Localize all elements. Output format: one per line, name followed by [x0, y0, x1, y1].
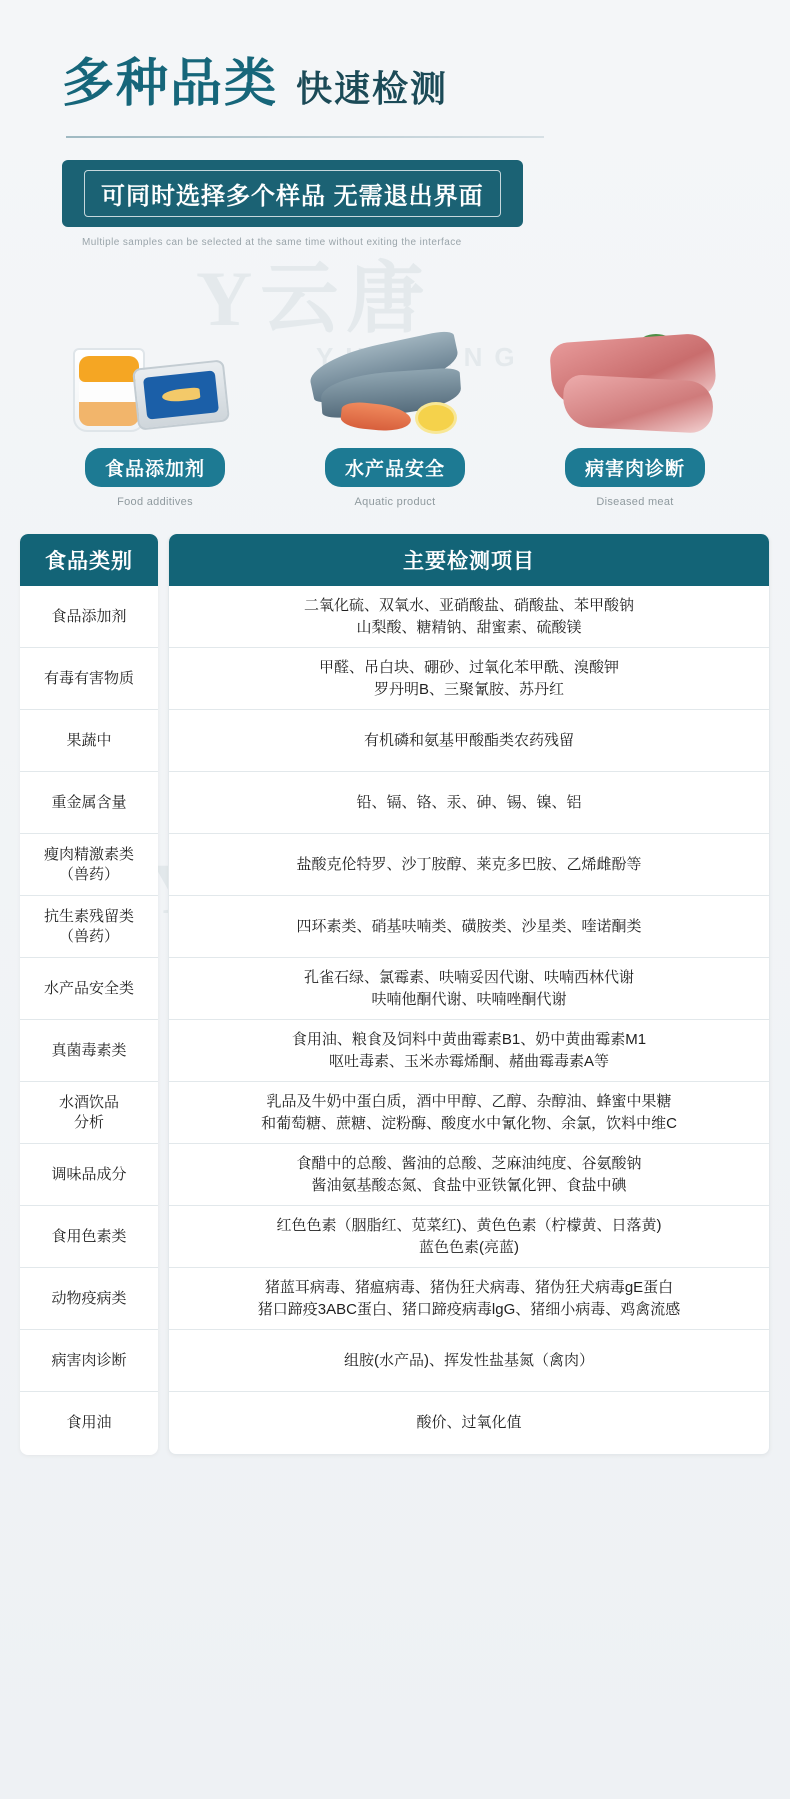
table-items-body	[169, 586, 769, 1454]
page-header	[0, 0, 790, 138]
watermark-brand-cn: 云唐	[260, 254, 433, 342]
category-card-label-en: Aquatic product	[354, 496, 436, 508]
table-row-items: 有机磷和氨基甲酸酯类农药残留	[169, 710, 769, 772]
table-row-items: 组胺(水产品)、挥发性盐基氮（禽肉）	[169, 1330, 769, 1392]
feature-banner-text: 可同时选择多个样品 无需退出界面	[84, 170, 501, 217]
table-row-items: 红色色素（胭脂红、苋菜红)、黄色色素（柠檬黄、日落黄) 蓝色色素(亮蓝)	[169, 1206, 769, 1268]
aquatic-image	[286, 286, 504, 436]
category-card-aquatic[interactable]	[286, 286, 504, 508]
table-row-items: 甲醛、吊白块、硼砂、过氧化苯甲酰、溴酸钾 罗丹明B、三聚氰胺、苏丹红	[169, 648, 769, 710]
table-row-items: 食用油、粮食及饲料中黄曲霉素B1、奶中黄曲霉素M1 呕吐毒素、玉米赤霉烯酮、赭曲霉毒素A等	[169, 1020, 769, 1082]
table-row-category: 有毒有害物质	[20, 648, 158, 710]
table-row-items: 食醋中的总酸、酱油的总酸、芝麻油纯度、谷氨酸钠 酱油氨基酸态氮、食盐中亚铁氰化钾、食盐中碘	[169, 1144, 769, 1206]
food-additives-image	[46, 286, 264, 436]
page-subtitle: 快速检测	[296, 68, 449, 109]
watermark-logo-mark: Y	[196, 255, 261, 342]
table-row-category: 动物疫病类	[20, 1268, 158, 1330]
table-category-column	[20, 534, 158, 1455]
yogurt-can-icon	[55, 296, 255, 436]
category-card-food-additives[interactable]	[46, 286, 264, 508]
table-row-items: 孔雀石绿、氯霉素、呋喃妥因代谢、呋喃西林代谢 呋喃他酮代谢、呋喃唑酮代谢	[169, 958, 769, 1020]
table-row-items: 铅、镉、铬、汞、砷、锡、镍、铝	[169, 772, 769, 834]
table-row-items: 二氧化硫、双氧水、亚硝酸盐、硝酸盐、苯甲酸钠 山梨酸、糖精钠、甜蜜素、硫酸镁	[169, 586, 769, 648]
table-row-category: 食用色素类	[20, 1206, 158, 1268]
table-row-items: 猪蓝耳病毒、猪瘟病毒、猪伪狂犬病毒、猪伪狂犬病毒gE蛋白 猪口蹄疫3ABC蛋白、猪口蹄疫病毒lgG、猪细小病毒、鸡禽流感	[169, 1268, 769, 1330]
meat-slab-2	[562, 374, 715, 434]
table-row-category: 水酒饮品 分析	[20, 1082, 158, 1144]
lemon-slice-shape	[415, 402, 457, 434]
table-row-category: 食品添加剂	[20, 586, 158, 648]
table-row-items: 盐酸克伦特罗、沙丁胺醇、莱克多巴胺、乙烯雌酚等	[169, 834, 769, 896]
category-card-label: 水产品安全	[325, 448, 465, 487]
table-row-category: 水产品安全类	[20, 958, 158, 1020]
table-header-items: 主要检测项目	[169, 534, 769, 586]
table-row-category: 病害肉诊断	[20, 1330, 158, 1392]
table-row-items: 乳品及牛奶中蛋白质，酒中甲醇、乙醇、杂醇油、蜂蜜中果糖 和葡萄糖、蔗糖、淀粉酶、酸度水中氰化物、余氯，饮料中维C	[169, 1082, 769, 1144]
table-category-body	[20, 586, 158, 1454]
title-row	[62, 55, 790, 113]
category-card-list	[0, 286, 790, 508]
table-row-category: 果蔬中	[20, 710, 158, 772]
detection-items-table	[20, 534, 770, 1455]
table-row-category: 食用油	[66, 1414, 112, 1432]
category-card-label: 病害肉诊断	[565, 448, 705, 487]
table-row-category: 瘦肉精激素类 （兽药）	[20, 834, 158, 896]
table-row-category: 抗生素残留类 （兽药）	[20, 896, 158, 958]
table-row-category: 重金属含量	[20, 772, 158, 834]
category-card-label: 食品添加剂	[85, 448, 225, 487]
feature-banner-subtitle: Multiple samples can be selected at the same time without exiting the interface	[82, 237, 462, 248]
diseased-meat-image	[526, 286, 744, 436]
feature-banner	[62, 160, 523, 227]
raw-meat-icon	[535, 296, 735, 436]
category-card-label-en: Food additives	[117, 496, 193, 508]
title-divider	[66, 136, 544, 138]
table-items-column	[168, 534, 770, 1455]
table-row-items: 四环素类、硝基呋喃类、磺胺类、沙星类、喹诺酮类	[169, 896, 769, 958]
table-row-category: 真菌毒素类	[20, 1020, 158, 1082]
category-card-label-en: Diseased meat	[596, 496, 674, 508]
fish-shrimp-icon	[295, 296, 495, 436]
table-row-category: 调味品成分	[20, 1144, 158, 1206]
table-row-items: 酸价、过氧化值	[416, 1414, 522, 1432]
table-header-category: 食品类别	[20, 534, 158, 586]
page-title: 多种品类	[62, 55, 279, 113]
category-card-diseased-meat[interactable]	[526, 286, 744, 508]
canned-fish-shape	[132, 359, 230, 430]
